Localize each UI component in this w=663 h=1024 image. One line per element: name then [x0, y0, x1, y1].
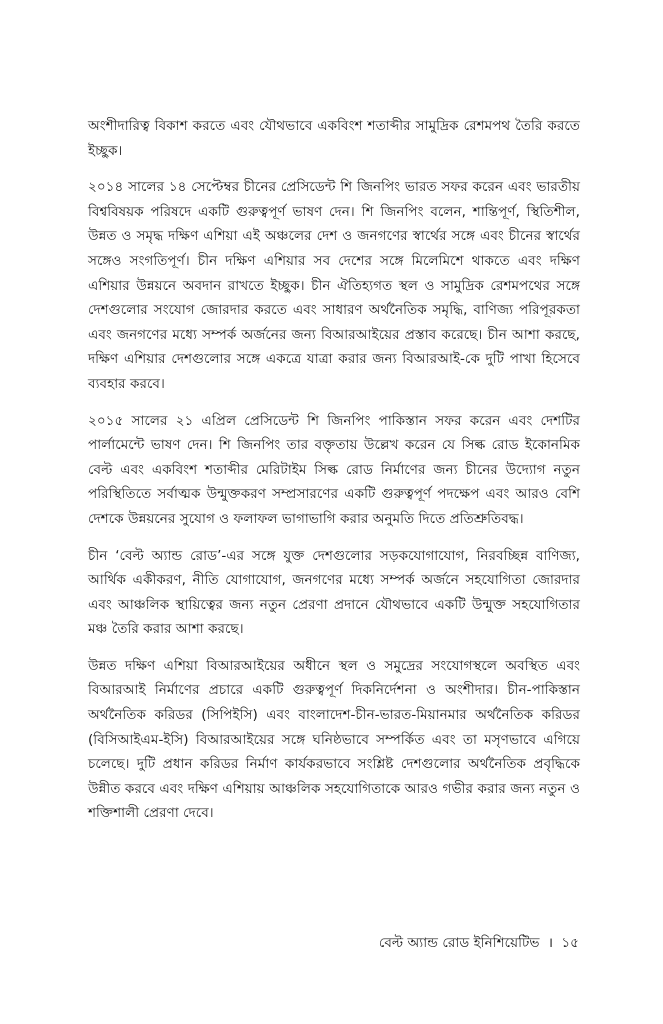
paragraph-3: ২০১৫ সালের ২১ এপ্রিল প্রেসিডেন্ট শি জিনপিং পাকিস্তান সফর করেন এবং দেশটির পার্লামেন্টে ভাষণ দেন। শি জিনপিং তার বক্তৃতায় উল্লেখ করেন যে সিল্ক রোড ইকোনমিক বেল্ট এবং একবিংশ শতাব্দীর মেরিটাইম সিল্ক রোড নির্মাণের জন্য চীনের উদ্যোগ নতুন পরিস্থিতিতে সর্বাত্মক উন্মুক্তকরণ সম্প্রসারণের একটি গুরুত্বপূর্ণ পদক্ষেপ এবং আরও বেশি দেশকে উন্নয়নের সুযোগ ও ফলাফল ভাগাভাগি করার অনুমতি দিতে প্রতিশ্রুতিবদ্ধ।: [88, 412, 580, 527]
footer-separator: ।: [547, 935, 554, 951]
page-number: ১৫: [561, 935, 579, 951]
paragraph-4: চীন ‘বেল্ট অ্যান্ড রোড’-এর সঙ্গে যুক্ত দেশগুলোর সড়কযোগাযোগ, নিরবচ্ছিন্ন বাণিজ্য, আর্থিক একীকরণ, নীতি যোগাযোগ, জনগণের মধ্যে সম্পর্ক অর্জনে সহযোগিতা জোরদার এবং আঞ্চলিক স্থায়িত্বের জন্য নতুন প্রেরণা প্রদানে যৌথভাবে একটি উন্মুক্ত সহযোগিতার মঞ্চ তৈরি করার আশা করছে।: [88, 547, 580, 638]
page-footer: [379, 932, 579, 955]
paragraph-1: অংশীদারিত্ব বিকাশ করতে এবং যৌথভাবে একবিংশ শতাব্দীর সামুদ্রিক রেশমপথ তৈরি করতে ইচ্ছুক।: [88, 118, 580, 159]
paragraph-5: উন্নত দক্ষিণ এশিয়া বিআরআইয়ের অধীনে স্থল ও সমুদ্রের সংযোগস্থলে অবস্থিত এবং বিআরআই নির্মাণের প্রচারে একটি গুরুত্বপূর্ণ দিকনির্দেশনা ও অংশীদার। চীন-পাকিস্তান অর্থনৈতিক করিডর (সিপিইসি) এবং বাংলাদেশ-চীন-ভারত-মিয়ানমার অর্থনৈতিক করিডর (বিসিআইএম-ইসি) বিআরআইয়ের সঙ্গে ঘনিষ্ঠভাবে সম্পর্কিত এবং তা মসৃণভাবে এগিয়ে চলেছে। দুটি প্রধান করিডর নির্মাণ কার্যকরভাবে সংশ্লিষ্ট দেশগুলোর অর্থনৈতিক প্রবৃদ্ধিকে উন্নীত করবে এবং দক্ষিণ এশিয়ায় আঞ্চলিক সহযোগিতাকে আরও গভীর করার জন্য নতুন ও শক্তিশালী প্রেরণা দেবে।: [88, 657, 580, 822]
page-body: [88, 114, 580, 838]
paragraph-2: ২০১৪ সালের ১৪ সেপ্টেম্বর চীনের প্রেসিডেন্ট শি জিনপিং ভারত সফর করেন এবং ভারতীয় বিশ্ববিষয়ক পরিষদে একটি গুরুত্বপূর্ণ ভাষণ দেন। শি জিনপিং বলেন, শান্তিপূর্ণ, স্থিতিশীল, উন্নত ও সমৃদ্ধ দক্ষিণ এশিয়া এই অঞ্চলের দেশ ও জনগণের স্বার্থের সঙ্গে এবং চীনের স্বার্থের সঙ্গেও সংগতিপূর্ণ। চীন দক্ষিণ এশিয়ার সব দেশের সঙ্গে মিলেমিশে থাকতে এবং দক্ষিণ এশিয়ার উন্নয়নে অবদান রাখতে ইচ্ছুক। চীন ঐতিহ্যগত স্থল ও সামুদ্রিক রেশমপথের সঙ্গে দেশগুলোর সংযোগ জোরদার করতে এবং সাধারণ অর্থনৈতিক সমৃদ্ধি, বাণিজ্য পরিপূরকতা এবং জনগণের মধ্যে সম্পর্ক অর্জনের জন্য বিআরআইয়ের প্রস্তাব করেছে। চীন আশা করছে, দক্ষিণ এশিয়ার দেশগুলোর সঙ্গে একত্রে যাত্রা করার জন্য বিআরআই-কে দুটি পাখা হিসেবে ব্যবহার করবে।: [88, 179, 580, 392]
footer-book-title: বেল্ট অ্যান্ড রোড ইনিশিয়েটিভ: [378, 935, 540, 951]
